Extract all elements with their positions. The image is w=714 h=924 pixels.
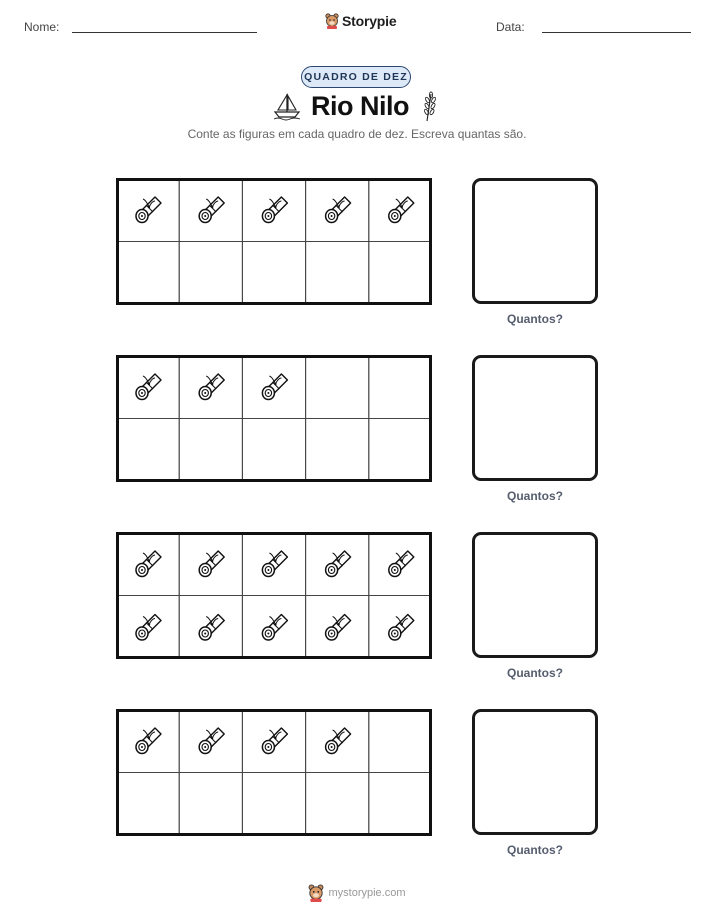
bear-logo-icon: [325, 13, 339, 29]
papyrus-scroll-icon: [199, 728, 224, 754]
date-label: Data:: [496, 20, 525, 34]
papyrus-scroll-icon: [326, 615, 351, 641]
answer-box-4[interactable]: [472, 709, 598, 835]
ten-frame-4: [116, 709, 432, 836]
papyrus-scroll-icon: [262, 551, 287, 577]
papyrus-scroll-icon: [262, 374, 287, 400]
title-row: [0, 90, 714, 122]
ten-frame-grid: [116, 178, 432, 305]
answer-box-1[interactable]: [472, 178, 598, 304]
bear-footer-icon: [308, 884, 324, 902]
papyrus-scroll-icon: [136, 728, 161, 754]
storypie-logo: [325, 13, 396, 29]
papyrus-scroll-icon: [136, 615, 161, 641]
ten-frame-grid: [116, 355, 432, 482]
papyrus-scroll-icon: [326, 728, 351, 754]
papyrus-scroll-icon: [389, 615, 414, 641]
ten-frame-cell: [242, 773, 305, 837]
ten-frame-3: [116, 532, 432, 659]
quantos-label-3: Quantos?: [507, 666, 563, 680]
papyrus-scroll-icon: [262, 615, 287, 641]
ten-frame-cell: [369, 419, 432, 483]
ten-frame-cell: [116, 242, 179, 306]
papyrus-scroll-icon: [262, 197, 287, 223]
ten-frame-cell: [306, 419, 369, 483]
ten-frame-cell: [116, 419, 179, 483]
papyrus-scroll-icon: [326, 551, 351, 577]
ten-frame-cell: [369, 709, 432, 773]
papyrus-scroll-icon: [199, 197, 224, 223]
ten-frame-grid: [116, 532, 432, 659]
ten-frame-cell: [116, 773, 179, 837]
papyrus-scroll-icon: [389, 551, 414, 577]
quantos-label-4: Quantos?: [507, 843, 563, 857]
papyrus-scroll-icon: [389, 197, 414, 223]
papyrus-scroll-icon: [136, 551, 161, 577]
answer-box-3[interactable]: [472, 532, 598, 658]
ten-frame-cell: [242, 419, 305, 483]
ten-frame-cell: [306, 242, 369, 306]
ten-frame-cell: [242, 242, 305, 306]
name-label: Nome:: [24, 20, 60, 34]
ten-frame-1: [116, 178, 432, 305]
ten-frame-grid: [116, 709, 432, 836]
ten-frame-2: [116, 355, 432, 482]
quantos-label-2: Quantos?: [507, 489, 563, 503]
papyrus-scroll-icon: [199, 374, 224, 400]
date-line[interactable]: [542, 32, 691, 33]
ten-frame-cell: [306, 773, 369, 837]
answer-box-2[interactable]: [472, 355, 598, 481]
papyrus-scroll-icon: [199, 615, 224, 641]
papyrus-scroll-icon: [136, 197, 161, 223]
ten-frame-cell: [179, 419, 242, 483]
footer: [0, 884, 714, 902]
papyrus-scroll-icon: [136, 374, 161, 400]
papyrus-scroll-icon: [262, 728, 287, 754]
footer-site: mystorypie.com: [328, 887, 406, 899]
name-line[interactable]: [72, 32, 257, 33]
ten-frame-cell: [306, 355, 369, 419]
page-title: Rio Nilo: [311, 90, 409, 121]
wheat-icon: [419, 90, 441, 122]
ten-frame-cell: [369, 773, 432, 837]
ten-frame-cell: [369, 355, 432, 419]
worksheet-type-badge: QUADRO DE DEZ: [301, 66, 411, 88]
quantos-label-1: Quantos?: [507, 312, 563, 326]
brand-name: Storypie: [342, 13, 397, 29]
sailboat-icon: [273, 91, 301, 121]
papyrus-scroll-icon: [326, 197, 351, 223]
ten-frame-cell: [179, 242, 242, 306]
papyrus-scroll-icon: [199, 551, 224, 577]
instructions: Conte as figuras em cada quadro de dez. Escreva quantas são.: [187, 127, 527, 141]
ten-frame-cell: [179, 773, 242, 837]
ten-frame-cell: [369, 242, 432, 306]
